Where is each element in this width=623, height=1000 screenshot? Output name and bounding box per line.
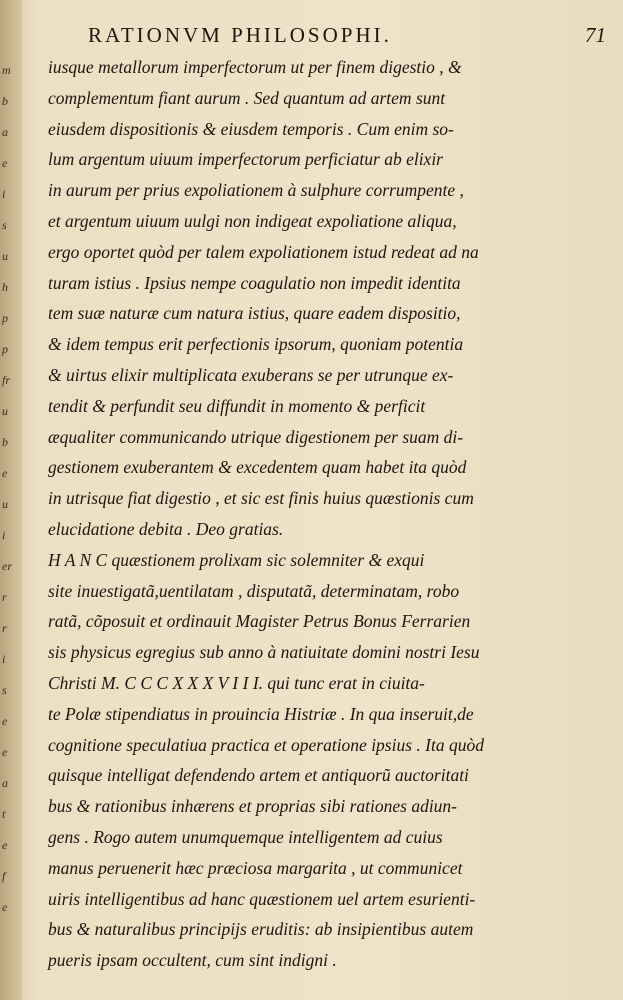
text-line: elucidatione debita . Deo gratias. bbox=[48, 518, 284, 539]
margin-mark: e bbox=[2, 900, 8, 914]
text-line: lum argentum uiuum imperfectorum perficiatur ab elixir bbox=[48, 149, 443, 170]
text-line: in aurum per prius expoliationem à sulphure corrumpente , bbox=[48, 180, 464, 201]
margin-mark: b bbox=[2, 435, 8, 449]
body-text bbox=[48, 52, 528, 976]
margin-mark: f bbox=[2, 869, 6, 883]
text-line: eiusdem dispositionis & eiusdem temporis . Cum enim so- bbox=[48, 118, 454, 139]
text-line: sis physicus egregius sub anno à natiuitate domini nostri Iesu bbox=[48, 642, 480, 663]
text-line: ergo oportet quòd per talem expoliationem istud redeat ad na bbox=[48, 241, 479, 262]
margin-mark: r bbox=[2, 590, 7, 604]
text-line: complementum fiant aurum . Sed quantum ad artem sunt bbox=[48, 87, 446, 108]
margin-mark: e bbox=[2, 838, 8, 852]
text-line: bus & rationibus inhærens et proprias sibi rationes adiun- bbox=[48, 796, 458, 817]
text-line: Christi M. C C C X X X V I I I. qui tunc erat in ciuita- bbox=[48, 672, 425, 693]
facing-page-margin bbox=[0, 0, 22, 1000]
text-line: ratã, cõposuit et ordinauit Magister Petrus Bonus Ferrarien bbox=[48, 611, 471, 632]
margin-mark: i bbox=[2, 528, 6, 542]
text-line: æqualiter communicando utrique digestionem per suam di- bbox=[48, 426, 464, 447]
text-line: manus peruenerit hæc præciosa margarita , ut communicet bbox=[48, 857, 463, 878]
text-line: et argentum uiuum uulgi non indigeat expoliatione aliqua, bbox=[48, 210, 457, 231]
margin-mark: u bbox=[2, 249, 8, 263]
text-line: tem suæ naturæ cum natura istius, quare eadem dispositio, bbox=[48, 303, 461, 324]
margin-mark: e bbox=[2, 745, 8, 759]
text-line: bus & naturalibus principijs eruditis: ab insipientibus autem bbox=[48, 919, 474, 940]
text-line: in utrisque fiat digestio , et sic est finis huius quæstionis cum bbox=[48, 488, 474, 509]
page-header bbox=[88, 22, 606, 48]
margin-mark: b bbox=[2, 94, 8, 108]
margin-mark: u bbox=[2, 497, 8, 511]
text-line: gens . Rogo autem unumquemque intelligentem ad cuius bbox=[48, 826, 443, 847]
text-line: cognitione speculatiua practica et operatione ipsius . Ita quòd bbox=[48, 734, 484, 755]
margin-mark: a bbox=[2, 125, 8, 139]
text-line: quisque intelligat defendendo artem et antiquorũ auctoritati bbox=[48, 765, 469, 786]
margin-mark: e bbox=[2, 714, 8, 728]
text-line: site inuestigatã,uentilatam , disputatã, determinatam, robo bbox=[48, 580, 460, 601]
margin-mark: i bbox=[2, 187, 6, 201]
margin-mark: m bbox=[2, 63, 11, 77]
text-line: iusque metallorum imperfectorum ut per finem digestio , & bbox=[48, 57, 462, 77]
margin-mark: p bbox=[2, 311, 8, 325]
text-line: & idem tempus erit perfectionis ipsorum, quoniam potentia bbox=[48, 334, 464, 355]
margin-mark: fr bbox=[2, 373, 11, 387]
margin-mark: er bbox=[2, 559, 12, 573]
text-line: gestionem exuberantem & excedentem quam habet ita quòd bbox=[48, 457, 467, 478]
text-line: & uirtus elixir multiplicata exuberans se per utrunque ex- bbox=[48, 364, 454, 385]
margin-mark: s bbox=[2, 683, 7, 697]
margin-mark: p bbox=[2, 342, 8, 356]
text-line: H A N C quæstionem prolixam sic solemniter & exqui bbox=[48, 549, 425, 570]
page-number: 71 bbox=[585, 23, 606, 47]
text-line: pueris ipsam occultent, cum sint indigni . bbox=[48, 950, 337, 971]
margin-mark: t bbox=[2, 807, 6, 821]
margin-mark: u bbox=[2, 404, 8, 418]
margin-mark: h bbox=[2, 280, 8, 294]
margin-mark: s bbox=[2, 218, 7, 232]
text-line: uiris intelligentibus ad hanc quæstionem uel artem esurienti- bbox=[48, 888, 476, 909]
text-line: te Polæ stipendiatus in prouincia Histriæ . In qua inseruit,de bbox=[48, 703, 474, 724]
margin-mark: r bbox=[2, 621, 7, 635]
margin-mark: a bbox=[2, 776, 8, 790]
text-line: tendit & perfundit seu diffundit in momento & perficit bbox=[48, 395, 426, 416]
margin-mark: e bbox=[2, 466, 8, 480]
margin-mark: e bbox=[2, 156, 8, 170]
margin-mark: i bbox=[2, 652, 6, 666]
running-title: RATIONVM PHILOSOPHI. bbox=[88, 23, 392, 47]
text-line: turam istius . Ipsius nempe coagulatio non impedit identita bbox=[48, 272, 461, 293]
